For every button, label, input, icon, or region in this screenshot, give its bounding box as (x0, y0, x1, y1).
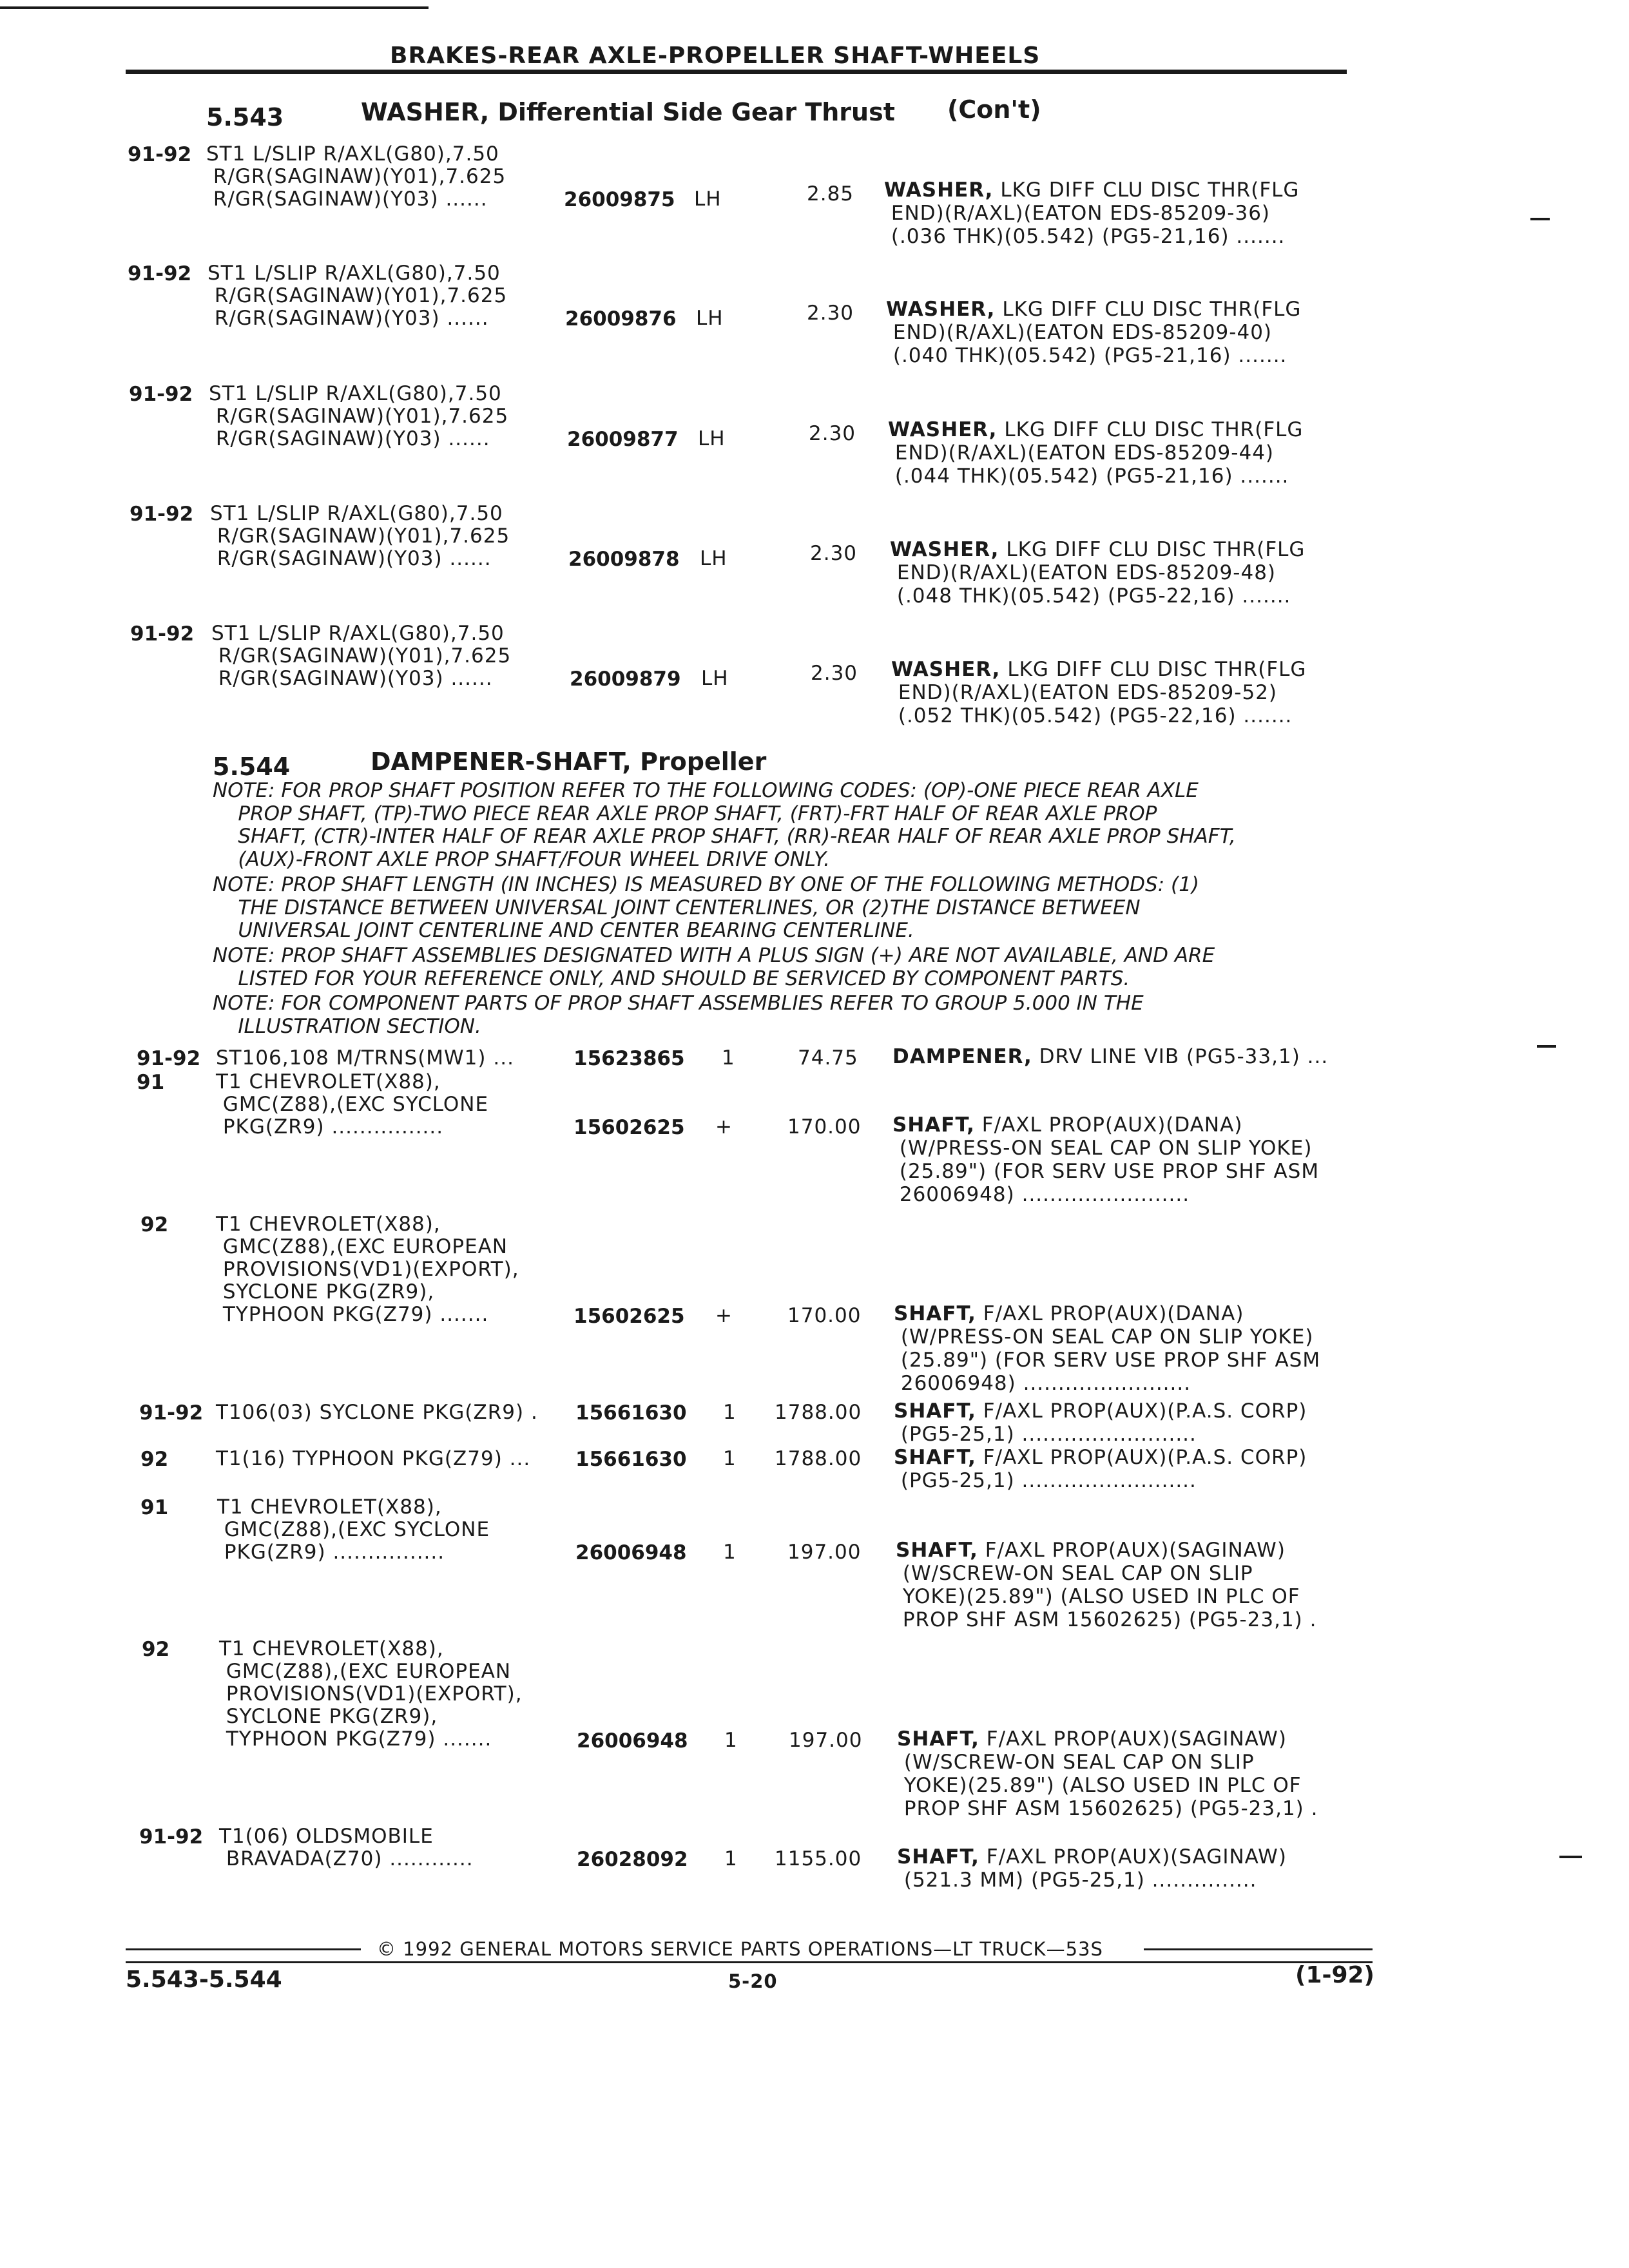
entry-model: ST1 L/SLIP R/AXL(G80),7.50 R/GR(SAGINAW)(Y01),7.625 R/GR(SAGINAW)(Y03) ...... (206, 142, 506, 211)
entry-part-number: 15661630 (575, 1401, 687, 1425)
entry-part-number: 26006948 (577, 1729, 688, 1753)
entry-desc-name: DAMPENER, (892, 1045, 1032, 1068)
entry-desc-name: SHAFT, (896, 1539, 978, 1562)
entry-model: T1 CHEVROLET(X88), GMC(Z88),(EXC SYCLONE PKG(ZR9) ................ (217, 1495, 490, 1564)
top-rule (0, 6, 429, 9)
entry-model: ST1 L/SLIP R/AXL(G80),7.50 R/GR(SAGINAW)(Y01),7.625 R/GR(SAGINAW)(Y03) ...... (209, 382, 509, 450)
entry-price: 197.00 (787, 1541, 862, 1564)
entry-part-number: 26009878 (568, 548, 680, 571)
entry-model: ST1 L/SLIP R/AXL(G80),7.50 R/GR(SAGINAW)(Y01),7.625 R/GR(SAGINAW)(Y03) ...... (207, 262, 508, 330)
note-component-parts: NOTE: FOR COMPONENT PARTS OF PROP SHAFT ASSEMBLIES REFER TO GROUP 5.000 IN THE ILLUSTRATION SECTION. (213, 992, 1144, 1038)
entry-part-number: 15602625 (574, 1305, 685, 1328)
entry-model: T1 CHEVROLET(X88), GMC(Z88),(EXC EUROPEAN PROVISIONS(VD1)(EXPORT), SYCLONE PKG(ZR9), TYPHOON PKG(Z79) ....... (216, 1213, 519, 1326)
entry-qty: 1 (724, 1729, 738, 1752)
entry-desc-text: DRV LINE VIB (PG5-33,1) ... (1032, 1045, 1329, 1068)
entry-desc-text: F/AXL PROP(AUX)(P.A.S. CORP) (PG5-25,1) ......................... (900, 1399, 1307, 1446)
entry-qty: LH (701, 667, 729, 690)
entry-desc-text: LKG DIFF CLU DISC THR(FLG END)(R/AXL)(EATON EDS-85209-40) (.040 THK)(05.542) (PG5-21,16) ....... (892, 298, 1302, 367)
entry-desc-name: WASHER, (886, 298, 996, 321)
entry-qty: 1 (723, 1541, 737, 1564)
entry-qty: 1 (723, 1401, 737, 1424)
entry-year: 91-92 (130, 503, 194, 526)
entry-description (892, 1113, 1319, 1206)
entry-year: 92 (140, 1213, 169, 1236)
entry-description (894, 1399, 1307, 1446)
entry-price: 170.00 (787, 1304, 862, 1327)
entry-desc-text: LKG DIFF CLU DISC THR(FLG END)(R/AXL)(EATON EDS-85209-52) (.052 THK)(05.542) (PG5-22,16) ....... (898, 658, 1307, 727)
entry-desc-text: LKG DIFF CLU DISC THR(FLG END)(R/AXL)(EATON EDS-85209-48) (.048 THK)(05.542) (PG5-22,16) ....... (896, 538, 1306, 608)
section-544-number: 5.544 (213, 753, 291, 781)
entry-desc-name: SHAFT, (897, 1845, 979, 1869)
section-543-title: WASHER, Differential Side Gear Thrust (361, 98, 895, 126)
entry-part-number: 26028092 (577, 1848, 688, 1871)
entry-part-number: 26009875 (564, 188, 675, 211)
entry-description (896, 1539, 1316, 1631)
margin-mark (1559, 1856, 1582, 1858)
entry-description (884, 178, 1299, 248)
entry-year: 91 (137, 1071, 165, 1094)
entry-model: T1 CHEVROLET(X88), GMC(Z88),(EXC EUROPEAN PROVISIONS(VD1)(EXPORT), SYCLONE PKG(ZR9), TYPHOON PKG(Z79) ....... (219, 1637, 523, 1751)
entry-desc-name: WASHER, (890, 538, 999, 561)
note-plus-sign: NOTE: PROP SHAFT ASSEMBLIES DESIGNATED WITH A PLUS SIGN (+) ARE NOT AVAILABLE, AND ARE LISTED FOR YOUR REFERENCE ONLY, AND SHOULD BE SERVICED BY COMPONENT PARTS. (213, 944, 1215, 990)
footer-rule-bottom (126, 1961, 1373, 1963)
entry-desc-text: F/AXL PROP(AUX)(SAGINAW) (521.3 MM) (PG5-25,1) ............... (903, 1845, 1287, 1892)
page-header-title: BRAKES-REAR AXLE-PROPELLER SHAFT-WHEELS (390, 43, 1041, 69)
entry-desc-text: F/AXL PROP(AUX)(SAGINAW) (W/SCREW-ON SEAL CAP ON SLIP YOKE)(25.89") (ALSO USED IN PLC OF PROP SHF ASM 15602625) (PG5-23,1) . (903, 1727, 1318, 1820)
footer-section-range: 5.543-5.544 (126, 1966, 282, 1993)
footer-rule-right (1144, 1948, 1373, 1950)
entry-description (897, 1727, 1318, 1820)
entry-desc-name: SHAFT, (897, 1727, 979, 1751)
note-prop-shaft-codes: NOTE: FOR PROP SHAFT POSITION REFER TO THE FOLLOWING CODES: (OP)-ONE PIECE REAR AXLE PROP SHAFT, (TP)-TWO PIECE REAR AXLE PROP SHAFT, (FRT)-FRT HALF OF REAR AXLE PROP SHAFT, (CTR)-INTER HALF OF REAR AXLE PROP SHAFT, (RR)-REAR HALF OF REAR AXLE PROP SHAFT, (AUX)-FRONT AXLE PROP SHAFT/FOUR WHEEL DRIVE ONLY. (213, 779, 1236, 871)
entry-qty: LH (700, 547, 728, 570)
entry-part-number: 26009879 (570, 668, 681, 691)
entry-qty: 1 (724, 1847, 738, 1870)
entry-year: 92 (142, 1638, 170, 1661)
entry-desc-text: F/AXL PROP(AUX)(DANA) (W/PRESS-ON SEAL CAP ON SLIP YOKE) (25.89") (FOR SERV USE PROP SHF ASM 26006948) ........................ (900, 1302, 1321, 1395)
entry-description (897, 1845, 1287, 1892)
margin-mark (1537, 1045, 1556, 1048)
entry-desc-name: SHAFT, (894, 1446, 976, 1469)
entry-desc-text: F/AXL PROP(AUX)(DANA) (W/PRESS-ON SEAL CAP ON SLIP YOKE) (25.89") (FOR SERV USE PROP SHF ASM 26006948) ........................ (899, 1113, 1320, 1206)
footer-copyright: © 1992 GENERAL MOTORS SERVICE PARTS OPERATIONS—LT TRUCK—53S (377, 1938, 1103, 1960)
entry-desc-text: F/AXL PROP(AUX)(SAGINAW) (W/SCREW-ON SEAL CAP ON SLIP YOKE)(25.89") (ALSO USED IN PLC OF PROP SHF ASM 15602625) (PG5-23,1) . (902, 1539, 1317, 1631)
entry-model: ST1 L/SLIP R/AXL(G80),7.50 R/GR(SAGINAW)(Y01),7.625 R/GR(SAGINAW)(Y03) ...... (210, 502, 510, 570)
entry-price: 2.30 (807, 302, 854, 325)
entry-price: 2.30 (811, 662, 858, 685)
entry-year: 91-92 (129, 383, 193, 406)
entry-qty: LH (698, 427, 726, 450)
entry-qty: + (715, 1304, 733, 1327)
margin-mark (1530, 218, 1550, 220)
entry-desc-name: SHAFT, (894, 1399, 976, 1423)
entry-qty: + (715, 1115, 733, 1139)
entry-year: 92 (140, 1448, 169, 1471)
entry-qty: LH (696, 307, 724, 330)
section-543-number: 5.543 (206, 103, 284, 131)
entry-price: 170.00 (787, 1115, 862, 1139)
footer-date: (1-92) (1295, 1962, 1374, 1988)
entry-price: 2.30 (809, 422, 856, 445)
section-544-title: DAMPENER-SHAFT, Propeller (371, 747, 767, 776)
entry-description (894, 1446, 1307, 1492)
entry-year: 91 (140, 1496, 169, 1519)
footer-page-number: 5-20 (728, 1970, 778, 1992)
entry-desc-name: WASHER, (891, 658, 1001, 681)
entry-price: 1788.00 (775, 1447, 862, 1470)
entry-year: 91-92 (128, 143, 192, 166)
entry-desc-name: SHAFT, (892, 1113, 975, 1137)
entry-desc-name: SHAFT, (894, 1302, 976, 1325)
header-rule (126, 70, 1347, 74)
entry-year: 91-92 (139, 1401, 204, 1425)
entry-desc-text: F/AXL PROP(AUX)(P.A.S. CORP) (PG5-25,1) ......................... (900, 1446, 1307, 1492)
entry-description (892, 1045, 1328, 1068)
entry-price: 2.30 (810, 542, 858, 565)
entry-model: T106(03) SYCLONE PKG(ZR9) . (216, 1401, 538, 1424)
entry-price: 1155.00 (775, 1847, 862, 1870)
entry-model: T1 CHEVROLET(X88), GMC(Z88),(EXC SYCLONE PKG(ZR9) ................ (216, 1070, 489, 1139)
entry-description (894, 1302, 1320, 1395)
entry-model: T1(06) OLDSMOBILE BRAVADA(Z70) ............ (219, 1825, 474, 1870)
entry-description (891, 658, 1306, 727)
entry-model: ST106,108 M/TRNS(MW1) ... (216, 1046, 514, 1070)
entry-year: 91-92 (139, 1825, 204, 1849)
entry-part-number: 15661630 (575, 1448, 687, 1471)
entry-qty: 1 (723, 1447, 737, 1470)
entry-qty: 1 (722, 1046, 735, 1070)
footer-rule-left (126, 1948, 361, 1950)
entry-year: 91-92 (130, 622, 195, 646)
entry-description (886, 298, 1301, 367)
entry-price: 1788.00 (775, 1401, 862, 1424)
entry-price: 74.75 (798, 1046, 858, 1070)
entry-desc-name: WASHER, (884, 178, 994, 202)
section-543-cont: (Con't) (947, 95, 1041, 124)
entry-part-number: 26009877 (567, 428, 679, 451)
entry-part-number: 15602625 (574, 1116, 685, 1139)
entry-year: 91-92 (128, 262, 192, 285)
entry-description (888, 418, 1303, 488)
entry-year: 91-92 (137, 1047, 201, 1070)
entry-part-number: 26006948 (575, 1541, 687, 1564)
entry-part-number: 26009876 (565, 307, 677, 331)
entry-model: T1(16) TYPHOON PKG(Z79) ... (216, 1447, 531, 1470)
entry-qty: LH (694, 187, 722, 211)
note-prop-shaft-length: NOTE: PROP SHAFT LENGTH (IN INCHES) IS MEASURED BY ONE OF THE FOLLOWING METHODS: (1) THE DISTANCE BETWEEN UNIVERSAL JOINT CENTERLINES, OR (2)THE DISTANCE BETWEEN UNIVERSAL JOINT CENTERLINE AND CENTER BEARING CENTERLINE. (213, 873, 1199, 942)
entry-desc-name: WASHER, (888, 418, 998, 441)
entry-description (890, 538, 1305, 608)
entry-price: 197.00 (789, 1729, 863, 1752)
entry-part-number: 15623865 (574, 1047, 685, 1070)
entry-price: 2.85 (807, 182, 854, 206)
entry-model: ST1 L/SLIP R/AXL(G80),7.50 R/GR(SAGINAW)(Y01),7.625 R/GR(SAGINAW)(Y03) ...... (211, 622, 512, 690)
entry-desc-text: LKG DIFF CLU DISC THR(FLG END)(R/AXL)(EATON EDS-85209-36) (.036 THK)(05.542) (PG5-21,16) ....... (891, 178, 1300, 248)
entry-desc-text: LKG DIFF CLU DISC THR(FLG END)(R/AXL)(EATON EDS-85209-44) (.044 THK)(05.542) (PG5-21,16) ....... (894, 418, 1304, 488)
